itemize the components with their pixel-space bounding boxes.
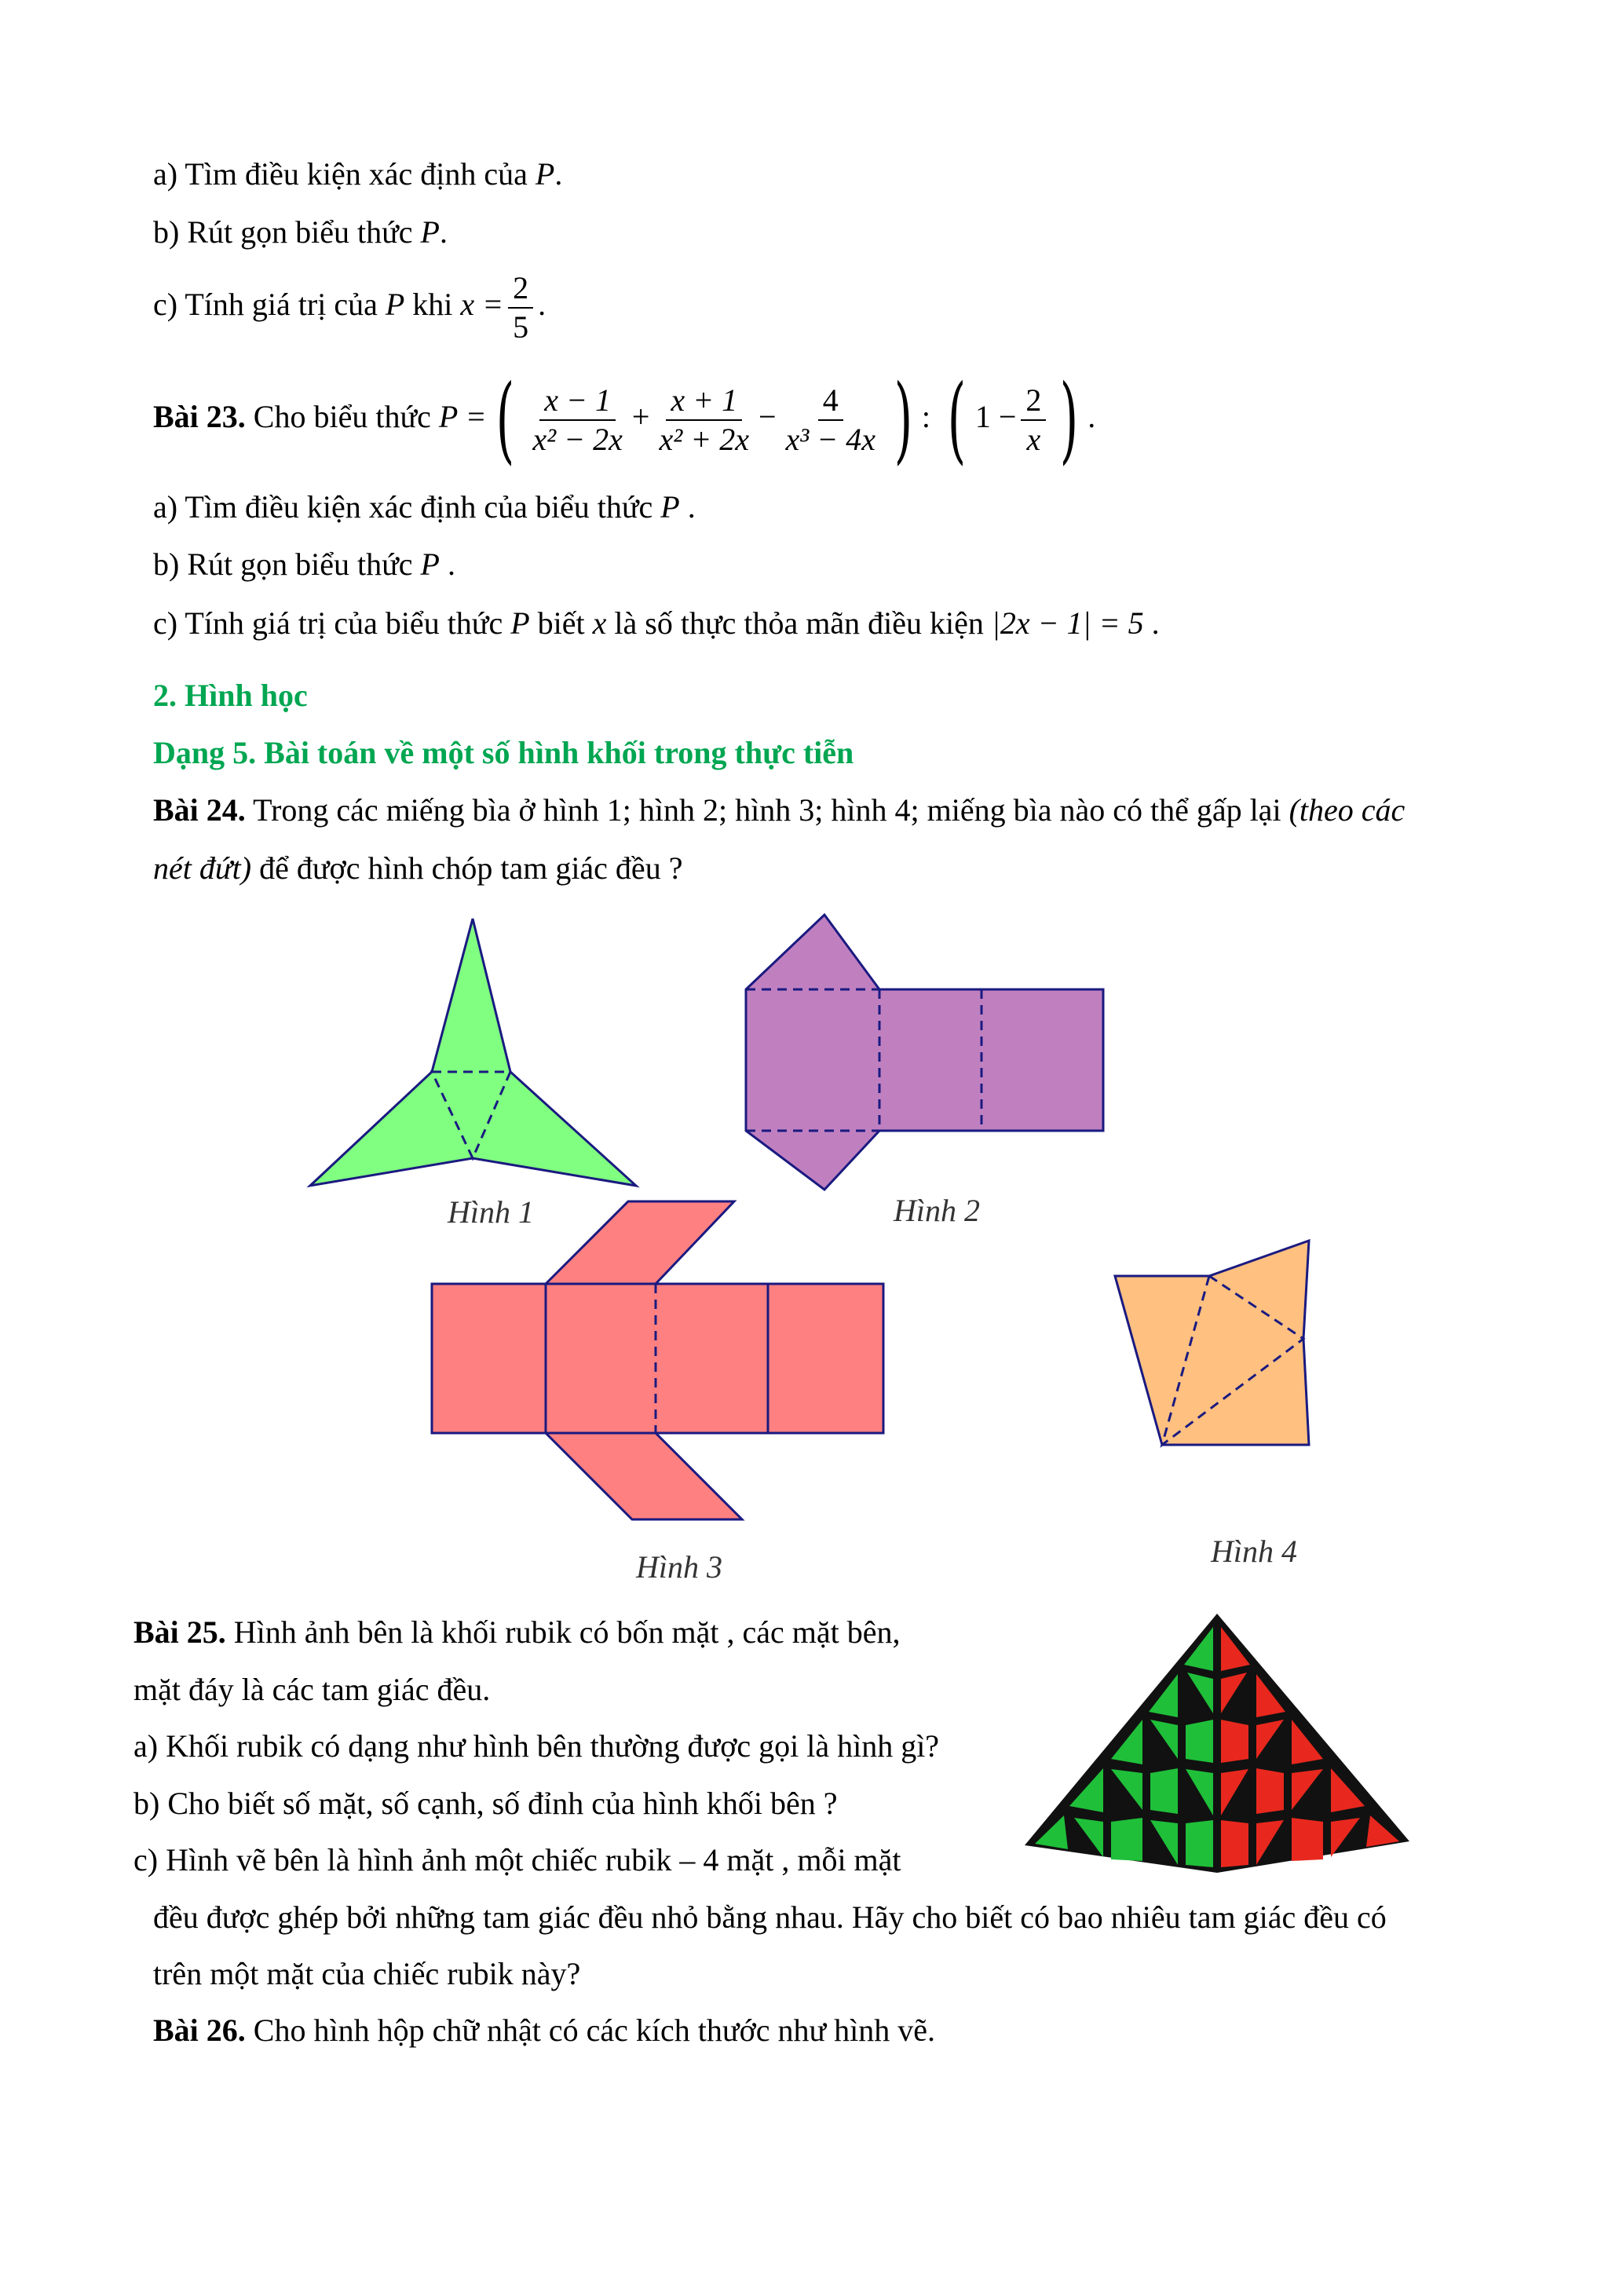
- q22-part-a: a) Tìm điều kiện xác định của P.: [153, 156, 563, 192]
- q22-part-c: c) Tính giá trị của P khi x = $\frac{2}{5}$ .: [153, 270, 546, 345]
- q23-part-a: a) Tìm điều kiện xác định của biểu thức P .: [153, 489, 696, 525]
- q25-part-c-line3: trên một mặt của chiếc rubik này?: [153, 1956, 581, 1991]
- q24-line1: Bài 24. Trong các miếng bìa ở hình 1; hình 2; hình 3; hình 4; miếng bìa nào có thể gấp lại (theo các: [153, 792, 1406, 828]
- q23-part-c: c) Tính giá trị của biểu thức P biết x là số thực thỏa mãn điều kiện |2x − 1| = 5 .: [153, 605, 1160, 641]
- caption-hinh-2: Hình 2: [894, 1193, 980, 1228]
- q25-part-c-line2: đều được ghép bởi những tam giác đều nhỏ bằng nhau. Hãy cho biết có bao nhiêu tam giác đều có: [153, 1899, 1387, 1935]
- q24-line2: nét đứt) để được hình chóp tam giác đều ?: [153, 850, 683, 886]
- dang5-heading: Dạng 5. Bài toán về một số hình khối trong thực tiễn: [153, 735, 854, 770]
- caption-hinh-1: Hình 1: [448, 1194, 534, 1230]
- q25-line1: Bài 25. Hình ảnh bên là khối rubik có bốn mặt , các mặt bên,: [133, 1614, 901, 1650]
- q25-line2: mặt đáy là các tam giác đều.: [133, 1672, 491, 1707]
- pyraminx-image: [1021, 1610, 1413, 1877]
- q26-statement: Bài 26. Cho hình hộp chữ nhật có các kích thước như hình vẽ.: [153, 2013, 936, 2048]
- q22-part-b: b) Rút gọn biểu thức P.: [153, 214, 448, 250]
- net-figure-3: [428, 1197, 891, 1527]
- q25-part-a: a) Khối rubik có dạng như hình bên thường được gọi là hình gì?: [133, 1728, 940, 1764]
- net-figure-1: [306, 915, 652, 1190]
- fraction-two-fifths: $\frac{2}{5}$: [508, 271, 533, 345]
- q25-part-b: b) Cho biết số mặt, số cạnh, số đỉnh của hình khối bên ?: [133, 1786, 838, 1821]
- net-figure-4: [1111, 1237, 1323, 1449]
- caption-hinh-4: Hình 4: [1211, 1534, 1297, 1569]
- section-geometry-heading: 2. Hình học: [153, 678, 308, 713]
- caption-hinh-3: Hình 3: [636, 1549, 722, 1585]
- net-figure-2: [742, 911, 1111, 1194]
- q25-part-c-line1: c) Hình vẽ bên là hình ảnh một chiếc rubik – 4 mặt , mỗi mặt: [133, 1842, 901, 1877]
- q23-statement: Bài 23. Cho biểu thức P =( $\frac{x - 1}{\text{x² − 2x}}$ + $\frac{x + 1}{\text{x² + 2x}}$ − $\frac{4}{\text{x³ − 4x}}$ ) : ( 1 − $\frac{2}{x}$ ) .: [153, 365, 1096, 474]
- q23-part-b: b) Rút gọn biểu thức P .: [153, 547, 455, 582]
